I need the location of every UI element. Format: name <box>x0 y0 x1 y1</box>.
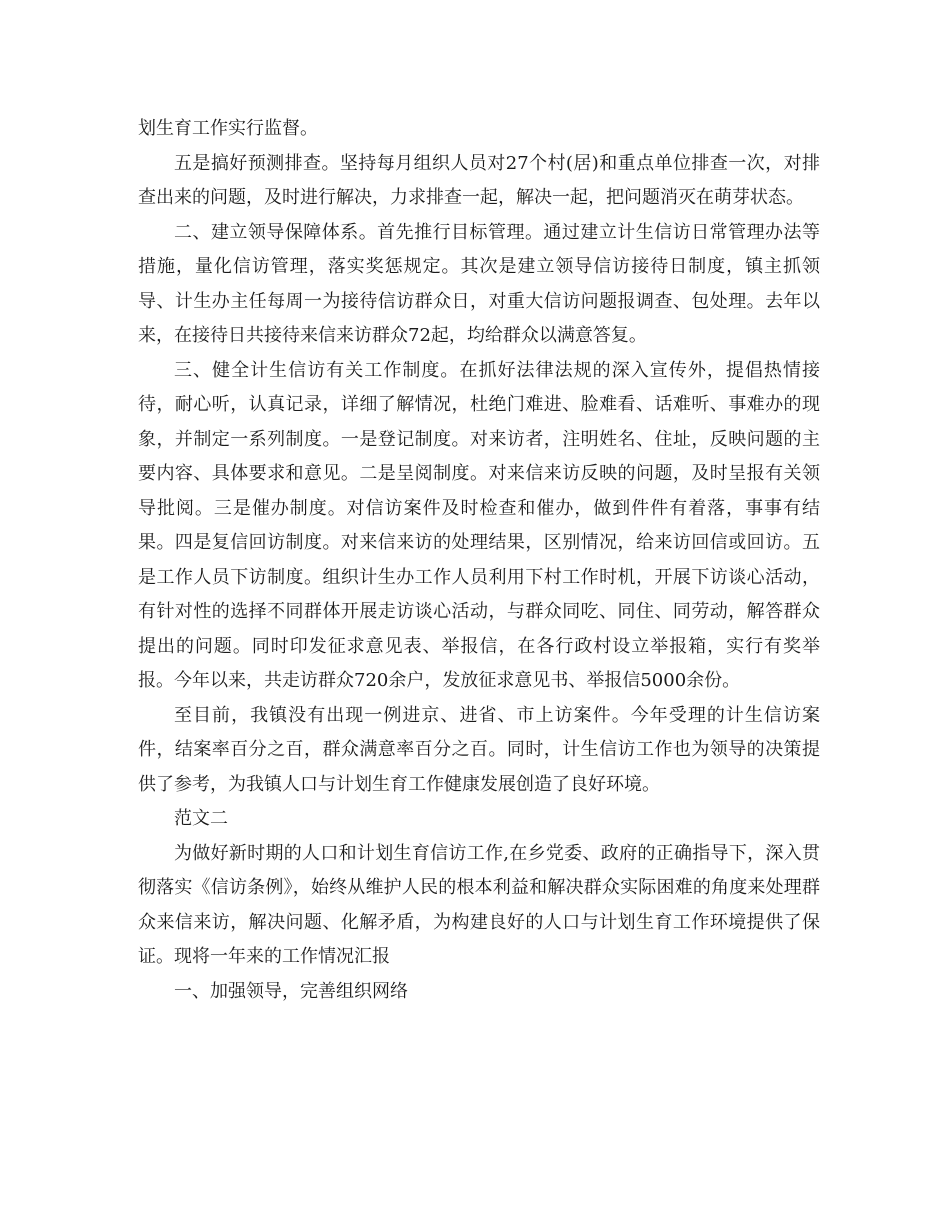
paragraph-results: 至目前，我镇没有出现一例进京、进省、市上访案件。今年受理的计生信访案件，结案率百分之百，群众满意率百分之百。同时，计生信访工作也为领导的决策提供了参考，为我镇人口与计划生育工作健康发展创造了良好环境。 <box>138 704 820 795</box>
paragraph-work-rules: 三、健全计生信访有关工作制度。在抓好法律法规的深入宣传外，提倡热情接待，耐心听，认真记录，详细了解情况，杜绝门难进、脸难看、话难听、事难办的现象，并制定一系列制度。一是登记制度。对来访者，注明姓名、住址，反映问题的主要内容、具体要求和意见。二是呈阅制度。对来信来访反映的问题，及时呈报有关领导批阅。三是催办制度。对信访案件及时检查和催办，做到件件有着落，事事有结果。四是复信回访制度。对来信来访的处理结果，区别情况，给来访回信或回访。五是工作人员下访制度。组织计生办工作人员利用下村工作时机，开展下访谈心活动，有针对性的选择不同群体开展走访谈心活动，与群众同吃、同住、同劳动，解答群众提出的问题。同时印发征求意见表、举报信，在各行政村设立举报箱，实行有奖举报。今年以来，共走访群众720余户，发放征求意见书、举报信5000余份。 <box>138 359 820 691</box>
section-heading-sample-two: 范文二 <box>174 808 228 829</box>
paragraph-forecast-check: 五是搞好预测排查。坚持每月组织人员对27个村(居)和重点单位排查一次，对排查出来的问题，及时进行解决，力求排查一起，解决一起，把问题消灭在萌芽状态。 <box>138 152 820 208</box>
subheading-strengthen-leadership: 一、加强领导，完善组织网络 <box>174 980 408 1002</box>
paragraph-leadership-system: 二、建立领导保障体系。首先推行目标管理。通过建立计生信访日常管理办法等措施，量化信访管理，落实奖惩规定。其次是建立领导信访接待日制度，镇主抓领导、计生办主任每周一为接待信访群众日，对重大信访问题报调查、包处理。去年以来，在接待日共接待来信来访群众72起，均给群众以满意答复。 <box>138 221 820 346</box>
document-body <box>138 112 820 1009</box>
paragraph-intro-sample-two: 为做好新时期的人口和计划生育信访工作,在乡党委、政府的正确指导下，深入贯彻落实《信访条例》，始终从维护人民的根本利益和解决群众实际困难的角度来处理群众来信来访，解决问题、化解矛盾，为构建良好的人口与计划生育工作环境提供了保证。现将一年来的工作情况汇报 <box>138 842 820 967</box>
paragraph-continuation: 划生育工作实行监督。 <box>138 118 318 139</box>
